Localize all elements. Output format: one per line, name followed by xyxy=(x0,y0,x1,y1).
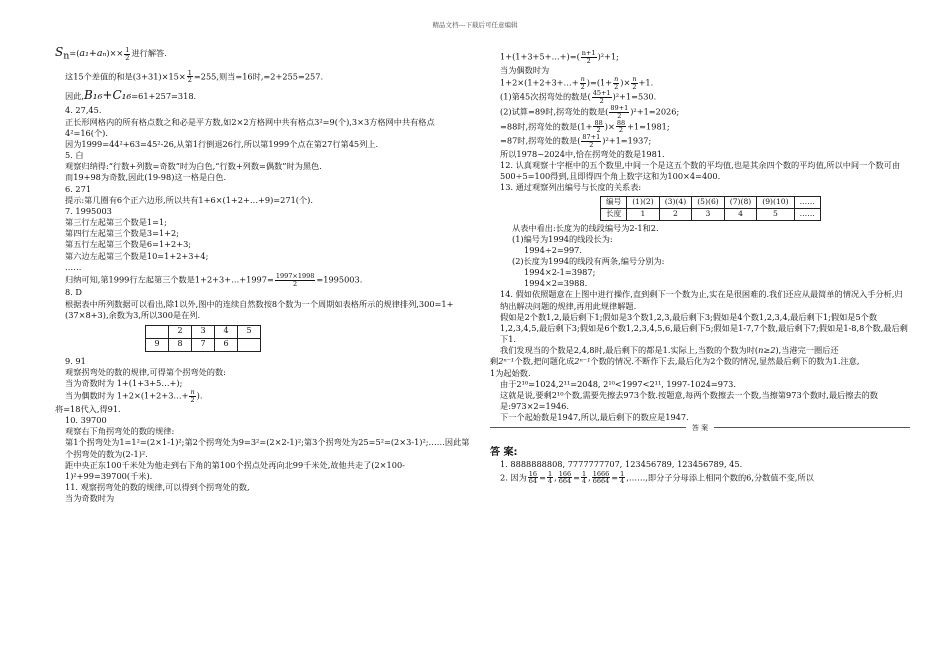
fraction-num: 1 xyxy=(187,68,192,77)
table-row xyxy=(601,196,821,208)
fraction xyxy=(613,76,619,91)
paragraph xyxy=(490,134,910,149)
table-row xyxy=(146,338,261,351)
fraction-den: 4 xyxy=(620,477,625,486)
fraction-den: 2 xyxy=(614,82,619,91)
fraction-num: 89+1 xyxy=(610,104,629,113)
table-cell: 1 xyxy=(627,208,660,220)
table-cell: 9 xyxy=(146,338,169,351)
paragraph xyxy=(55,273,473,288)
paragraph: 当为偶数时为 xyxy=(500,64,550,75)
table-cell: 编号 xyxy=(601,196,627,208)
table-cell: 3 xyxy=(192,325,215,338)
fraction-num: 88 xyxy=(616,118,626,127)
paragraph: 1994÷2=997. xyxy=(524,244,582,255)
formula-eq: =( xyxy=(69,48,80,58)
text: = xyxy=(611,471,619,482)
ellipsis: …… xyxy=(65,261,82,272)
paragraph: 第五行左起第三个数是6=1+2+3; xyxy=(65,239,192,250)
fraction-den: 64 xyxy=(528,477,538,486)
fraction-num: 1 xyxy=(547,469,553,478)
answer-8-heading: 8. D xyxy=(65,287,82,298)
fraction-den: 4 xyxy=(547,477,553,486)
table-cell: 4 xyxy=(215,325,238,338)
formula-terms: a₁+aₙ xyxy=(79,48,107,59)
text: )× xyxy=(620,77,631,88)
paragraph xyxy=(55,87,473,103)
text: )²+1; xyxy=(597,51,619,62)
table-cell: 3 xyxy=(692,208,725,220)
paragraph: 从表中看出:长度为的线段编号为2-1和2. xyxy=(512,222,659,233)
fraction-den: 2 xyxy=(599,97,604,106)
fraction-num: n+1 xyxy=(581,49,596,57)
right-column xyxy=(490,50,910,485)
text: =255,则当=16时,=2+255=257. xyxy=(193,70,324,81)
fraction-num: 1 xyxy=(582,469,587,478)
paragraph: 正长形网格内的所有格点数之和必是平方数,如2×2方格网中共有格点3²=9(个),3×3方格网中共有格点4²=16(个). xyxy=(65,116,435,138)
period-table xyxy=(145,325,261,352)
table-cell: (5)(6) xyxy=(692,196,725,208)
table-cell: 5 xyxy=(238,325,261,338)
table-cell: 4 xyxy=(724,208,757,220)
paragraph: 假如是2个数1,2,最后剩下1;假如是3个数1,2,3,最后剩下3;假如是4个数1,2,3,4,最后剩下1;假如是5个数1,2,3,4,5,最后剩下3;假如是6个数1,2,3,4,5,6,最后剩下5;假如是1-7,7个数,最后剩下7;假如是1-8,8个数,最后剩下1. xyxy=(500,311,908,345)
text: )× xyxy=(604,120,615,131)
paragraph: 1994×2-1=3987; xyxy=(524,267,596,278)
fraction-num: n xyxy=(580,74,585,83)
paragraph: (2)长度为1994的线段有两条,编号分别为: xyxy=(512,256,665,266)
fraction xyxy=(581,50,597,65)
formula-sn xyxy=(55,44,473,64)
math-inline: 2ⁿ⁻¹ xyxy=(574,356,591,367)
paragraph: 观察归纳得:“行数+列数=奇数”时为白色,“行数+列数=偶数”时为黑色. xyxy=(65,161,322,172)
fraction-den: 664 xyxy=(558,477,572,486)
text: 个数,把问题化成 xyxy=(514,356,575,367)
text: =1995003. xyxy=(316,274,363,285)
fraction-den: 2 xyxy=(190,396,195,405)
text: )=(1+ xyxy=(586,77,613,88)
text: ,……,即分子分母添上相同个数的6,分数值不变,所以 xyxy=(626,471,814,482)
divider-text: 答 案 xyxy=(686,424,714,432)
answer-13-heading: 13. 通过观察列出编号与长度的关系表: xyxy=(500,182,642,193)
text: , xyxy=(554,471,557,482)
table-cell: (1)(2) xyxy=(627,196,660,208)
text: 2. 因为 xyxy=(500,471,527,482)
paragraph: 第三行左起第三个数是1=1; xyxy=(65,217,167,228)
page-header: 精品文档---下载后可任意编辑 xyxy=(432,21,518,29)
text: 1+2×(1+2+3+…+ xyxy=(500,77,579,88)
text: =88时,拐弯处的数是(1+ xyxy=(500,120,593,131)
fraction-num: 1 xyxy=(620,469,625,478)
text: , xyxy=(588,471,591,482)
math-inline: 2ⁿ⁻¹ xyxy=(498,356,515,367)
paragraph: 提示:第几圈有6个正六边形,所以共有1+6×(1+2+…+9)=271(个). xyxy=(65,194,313,205)
fraction xyxy=(187,70,193,85)
paragraph xyxy=(490,50,910,65)
text: 个数的情况.不断作下去,最后化为2个数的情况,显然最后剩下的数为1.注意, xyxy=(590,356,860,367)
fraction xyxy=(189,389,195,404)
text: = xyxy=(539,471,546,482)
fraction xyxy=(528,471,538,486)
fraction-den: 2 xyxy=(586,56,591,65)
text: (2)试算=89时,拐弯处的数是( xyxy=(500,106,609,117)
fraction xyxy=(616,120,626,135)
fraction-den: 2 xyxy=(618,126,624,135)
paragraph: 1为起始数. xyxy=(490,367,531,378)
text: =87时,拐弯处的数是( xyxy=(500,135,581,146)
paragraph: 由于2¹⁰=1024,2¹¹=2048, 2¹⁰<1997<2¹¹, 1997-1024=973. xyxy=(500,378,736,389)
fraction-num: 88 xyxy=(594,118,603,127)
paragraph: 第1个拐弯处为1=1²=(2×1-1)²;第2个拐弯处为9=3²=(2×2-1)²;第3个拐弯处为25=5²=(2×3-1)²;……因此第个拐弯处的数为(2-1)². xyxy=(65,437,470,459)
text: 这15个差值的和是(3+31)×15× xyxy=(65,70,186,81)
paragraph: 观察右下角拐弯处的数的规律: xyxy=(65,426,175,437)
fraction-num: 166 xyxy=(558,469,572,478)
paragraph: 1994×2=3988. xyxy=(524,278,588,289)
answer-6-heading: 6. 271 xyxy=(65,183,92,194)
paragraph xyxy=(490,120,910,135)
formula-sub-n: n xyxy=(63,50,70,62)
table-cell: 长度 xyxy=(601,208,627,220)
fraction xyxy=(558,471,572,486)
fraction-den: 2 xyxy=(617,111,622,120)
fraction-den: 2 xyxy=(596,126,601,135)
table-cell: 5 xyxy=(757,208,794,220)
fraction-num: 16 xyxy=(528,469,538,478)
paragraph: 下一个起始数是1947,所以,最后剩下的数应是1947. xyxy=(500,412,689,423)
paragraph xyxy=(490,356,910,367)
paragraph xyxy=(490,105,910,120)
formula-s: S xyxy=(55,45,64,59)
fraction xyxy=(547,471,553,486)
left-column xyxy=(55,44,473,504)
segment-table xyxy=(600,196,821,221)
text: )²+1=2026; xyxy=(630,106,680,117)
answer-4-heading: 4. 27,45. xyxy=(65,105,102,116)
paragraph xyxy=(55,70,473,85)
paragraph: 因为1999=44²+63=45²-26,从第1行倒退26行,所以第1999个点在第27行第45列上. xyxy=(65,138,379,149)
text: 当为偶数时为 1+2×(1+2+3…+ xyxy=(65,390,189,401)
fraction xyxy=(581,471,587,486)
fraction-den: 2 xyxy=(293,279,298,288)
fraction-den: 2 xyxy=(589,141,594,150)
table-cell: (7)(8) xyxy=(724,196,757,208)
fraction-num: 87+1 xyxy=(582,133,601,142)
fraction xyxy=(124,47,130,62)
paragraph xyxy=(490,76,910,91)
paragraph: 所以1978~2024中,恰在拐弯处的数是1981. xyxy=(500,148,665,159)
fraction-den: 4 xyxy=(582,477,587,486)
answer-9-heading: 9. 91 xyxy=(65,355,86,366)
fraction xyxy=(593,120,603,135)
table-cell: (3)(4) xyxy=(659,196,692,208)
table-cell: 7 xyxy=(192,338,215,351)
paragraph xyxy=(490,90,910,105)
table-cell: 8 xyxy=(169,338,192,351)
paragraph xyxy=(55,389,473,404)
answer-1: 1. 8888888808, 7777777707, 123456789, 123456789, 45. xyxy=(500,459,743,470)
text: = xyxy=(573,471,580,482)
text: 1+(1+3+5+…+)=( xyxy=(500,51,580,62)
table-cell: …… xyxy=(794,196,820,208)
fraction xyxy=(619,471,625,486)
paragraph: 当为奇数时为 1+(1+3+5…+); xyxy=(65,378,183,389)
paragraph: 观察拐弯处的数的规律,可得第个拐弯处的数: xyxy=(65,367,226,378)
paragraph: 第六边左起第三个数是10=1+2+3+4; xyxy=(65,250,209,261)
fraction xyxy=(580,76,586,91)
text: ),当港完一圈后还 xyxy=(775,345,839,356)
answer-2 xyxy=(490,471,910,486)
formula-times: )×× xyxy=(106,48,124,58)
text: 剩 xyxy=(490,356,499,367)
answer-14-paragraph: 14. 假如依照题意在上图中进行操作,直到剩下一个数为止,实在是很困难的.我们还应从最简单的情况入手分析,归纳出解决问题的规律,再用此规律解题. xyxy=(500,289,903,311)
fraction-num: 1666 xyxy=(592,469,610,478)
table-cell: (9)(10) xyxy=(757,196,794,208)
fraction-den: 6664 xyxy=(592,477,610,486)
table-row xyxy=(601,208,821,220)
answer-10-heading: 10. 39700 xyxy=(65,415,107,426)
text: (1)第45次拐弯处的数是( xyxy=(500,91,591,102)
text: 归纳可知,第1999行左起第三个数是1+2+3+…+1997= xyxy=(65,274,274,285)
fraction-den: 2 xyxy=(187,76,192,85)
text: 我们发现当的个数是2,4,8时,最后剩下的都是1.实际上,当数的个数为时( xyxy=(500,345,759,356)
fraction-num: 1997×1998 xyxy=(275,271,315,280)
answer-7-heading: 7. 1995003 xyxy=(65,205,112,216)
fraction-den: 2 xyxy=(125,53,130,62)
table-cell: …… xyxy=(794,208,820,220)
text: =61+257=318. xyxy=(131,91,197,102)
text: 进行解答. xyxy=(131,48,167,58)
paragraph: 将=18代入,得91. xyxy=(55,404,121,415)
table-cell xyxy=(238,338,261,351)
paragraph: (1)编号为1994的线段长为: xyxy=(512,233,613,244)
table-cell: 6 xyxy=(215,338,238,351)
table-cell xyxy=(146,325,169,338)
fraction xyxy=(609,105,629,120)
text: 因此, xyxy=(65,91,84,102)
fraction-num: 45+1 xyxy=(592,89,611,98)
fraction xyxy=(592,471,611,486)
fraction xyxy=(631,76,637,91)
text: +1. xyxy=(638,77,654,88)
answer-11-heading: 11. 观察拐弯处的数的规律,可以得到个拐弯处的数, xyxy=(65,482,250,493)
formula-b16-c16: B₁₆+C₁₆ xyxy=(83,88,132,103)
fraction-num: n xyxy=(190,388,195,397)
table-row xyxy=(146,325,261,338)
fraction xyxy=(592,90,612,105)
text: +1=1981; xyxy=(627,120,670,131)
table-cell: 2 xyxy=(659,208,692,220)
fraction-num: n xyxy=(614,74,619,83)
answer-12-paragraph: 12. 认真观察十字框中的五个数里,中间一个是这五个数的平均值,也是其余四个数的平均值,所以中间一个数可由500÷5=100得到,且即得四个角上数字这和为100×4=400. xyxy=(500,160,901,182)
paragraph: 这就是说,要剩2¹⁰个数,需要先擦去973个数.按题意,每两个数擦去一个数,当擦第973个数时,最后擦去的数是:973×2=1946. xyxy=(500,389,878,412)
paragraph: 距中央正东100千米处为他走到右下角的第100个拐点处再向北99千米处,故他共走了(2×100-1)²+99=39700(千米). xyxy=(65,459,405,481)
text: ). xyxy=(196,390,203,401)
paragraph: 当为奇数时为 xyxy=(65,493,115,504)
text: )²+1=1937; xyxy=(602,135,652,146)
answers-title: 答 案: xyxy=(490,446,518,458)
fraction-num: 1 xyxy=(125,45,130,54)
table-cell: 2 xyxy=(169,325,192,338)
fraction xyxy=(275,273,316,288)
answer-5-heading: 5. 白 xyxy=(65,150,84,161)
paragraph: 根据表中所列数据可以看出,除1以外,图中的连续自然数按8个数为一个周期如表格所示的规律排列,300=1+(37×8+3),余数为3,所以300是在列. xyxy=(65,298,454,320)
fraction-num: n xyxy=(632,74,637,83)
paragraph: 而19+98为奇数,因此(19-98)这一格是白色. xyxy=(65,172,227,183)
fraction-den: 2 xyxy=(580,82,585,91)
fraction-den: 2 xyxy=(632,82,637,91)
text: )²+1=530. xyxy=(612,91,657,102)
paragraph: 第四行左起第三个数是3=1+2; xyxy=(65,228,179,239)
fraction xyxy=(581,134,601,149)
math-inline: n≥2 xyxy=(758,345,776,356)
paragraph xyxy=(490,345,910,356)
divider-label xyxy=(490,424,910,440)
